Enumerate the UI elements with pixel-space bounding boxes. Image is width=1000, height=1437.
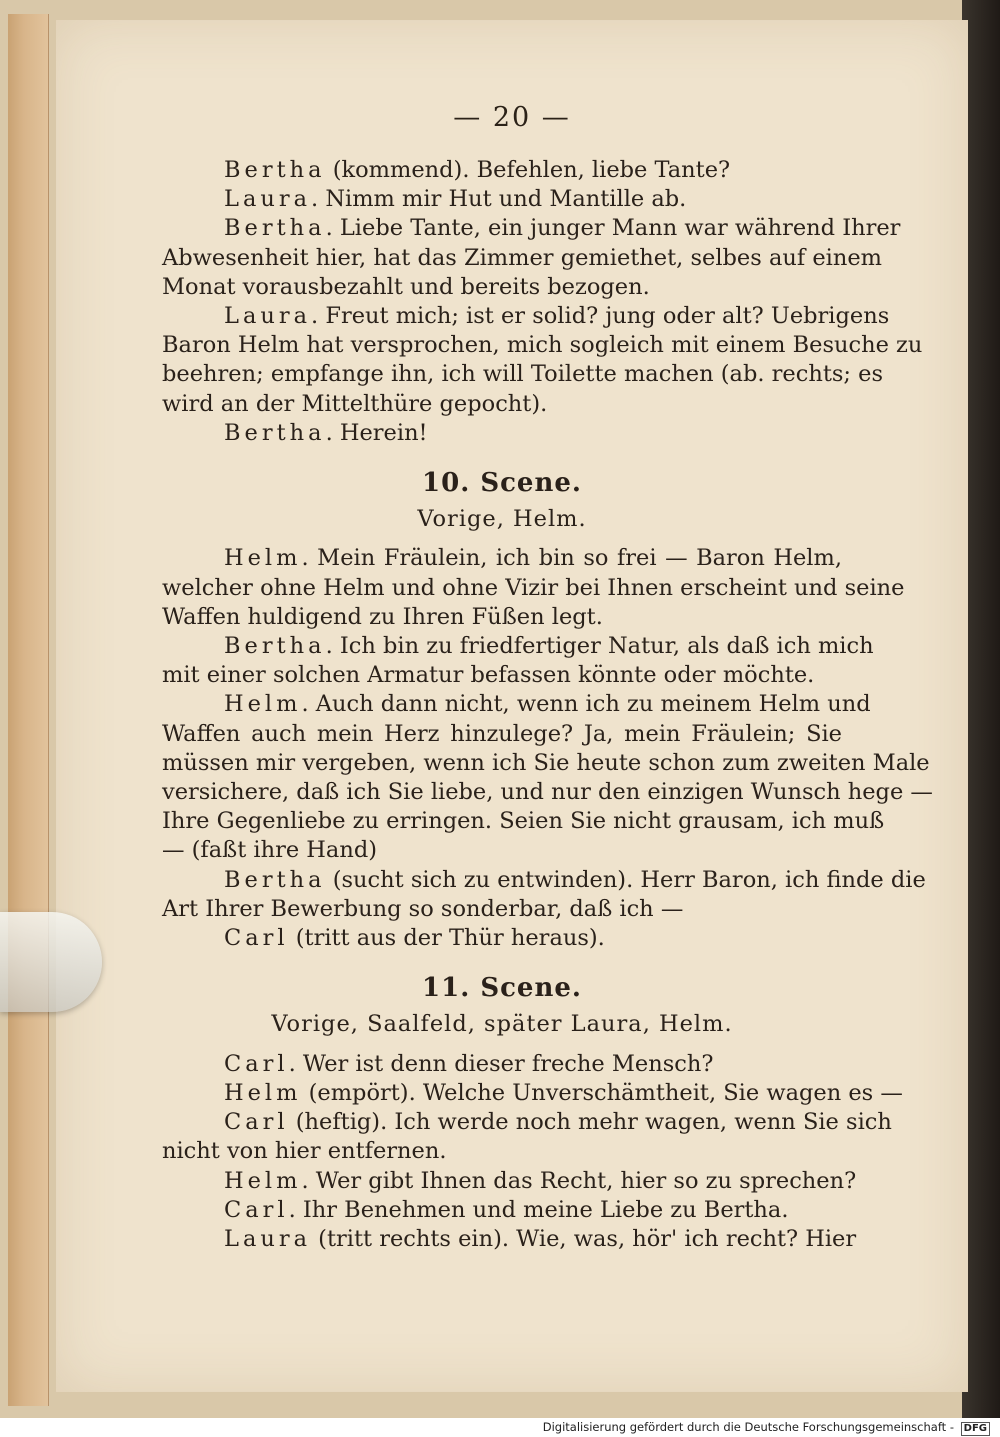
text-line	[162, 661, 842, 690]
speaker-name: Carl	[224, 925, 289, 952]
text-line	[162, 895, 842, 924]
line-text: müssen mir vergeben, wenn ich Sie heute schon zum zweiten Male	[162, 749, 930, 776]
speaker-name: Laura	[224, 1225, 312, 1252]
speaker-name: Bertha	[224, 215, 326, 242]
dfg-logo: DFG	[961, 1422, 990, 1436]
page-text	[162, 156, 933, 1254]
text-line	[162, 244, 882, 273]
line-text: nicht von hier entfernen.	[162, 1138, 447, 1165]
speaker-name: Helm	[224, 545, 302, 572]
text-line	[162, 1050, 842, 1079]
line-text: Waffen huldigend zu Ihren Füßen legt.	[162, 603, 603, 630]
text-line	[162, 1225, 857, 1254]
line-text: mit einer solchen Armatur befassen könnte oder möchte.	[162, 662, 815, 689]
scene-11-title: 11. Scene.	[422, 973, 582, 1004]
footer-credit	[543, 1418, 990, 1437]
text-line	[162, 749, 930, 778]
text-line	[162, 778, 933, 807]
line-text: . Nimm mir Hut und Mantille ab.	[311, 186, 687, 213]
scene-11-persons: Vorige, Saalfeld, später Laura, Helm.	[271, 1011, 733, 1038]
text-line	[162, 390, 842, 419]
line-text: welcher ohne Helm und ohne Vizir bei Ihnen erscheint und seine	[162, 574, 905, 601]
text-line	[162, 302, 890, 331]
line-text: (tritt rechts ein). Wie, was, hör' ich recht? Hier	[311, 1225, 857, 1252]
text-line	[162, 360, 884, 389]
line-text: (tritt aus der Thür heraus).	[288, 925, 605, 952]
line-text: . Liebe Tante, ein junger Mann war während Ihrer	[325, 215, 901, 242]
line-text: Waffen auch mein Herz hinzulege? Ja, mein Fräulein; Sie	[162, 720, 842, 747]
line-text: . Ihr Benehmen und meine Liebe zu Bertha.	[288, 1196, 789, 1223]
text-line	[162, 185, 842, 214]
speaker-name: Bertha	[224, 633, 326, 660]
speaker-name: Carl	[224, 1050, 289, 1077]
footer-text: Digitalisierung gefördert durch die Deutsche Forschungsgemeinschaft -	[542, 1420, 954, 1434]
text-line	[162, 807, 885, 836]
text-line	[162, 836, 842, 865]
speaker-name: Carl	[224, 1196, 289, 1223]
line-text: . Wer gibt Ihnen das Recht, hier so zu sprechen?	[301, 1167, 857, 1194]
line-text: . Herein!	[325, 419, 428, 446]
text-line	[162, 603, 842, 632]
line-text: versichere, daß ich Sie liebe, und nur den einzigen Wunsch hege —	[162, 779, 933, 806]
speaker-name: Bertha	[224, 866, 326, 893]
text-line	[162, 419, 842, 448]
line-text: . Auch dann nicht, wenn ich zu meinem Helm und	[301, 691, 871, 718]
line-text: Ihre Gegenliebe zu erringen. Seien Sie nicht grausam, ich muß	[162, 808, 885, 835]
text-line	[162, 574, 905, 603]
line-text: (kommend). Befehlen, liebe Tante?	[325, 157, 731, 183]
text-line	[162, 331, 923, 360]
line-text: . Wer ist denn dieser freche Mensch?	[288, 1050, 714, 1077]
text-block-c	[162, 1050, 903, 1254]
text-line	[162, 720, 842, 749]
line-text: . Mein Fräulein, ich bin so frei — Baron Helm,	[301, 545, 842, 572]
text-block-a	[162, 156, 923, 448]
line-text: . Ich bin zu friedfertiger Natur, als daß ich mich	[325, 633, 874, 660]
text-line	[162, 632, 874, 661]
line-text: — (faßt ihre Hand)	[162, 837, 378, 864]
book-page	[56, 20, 968, 1392]
speaker-name: Helm	[224, 1079, 302, 1106]
speaker-name: Helm	[224, 691, 302, 718]
scene-10-title: 10. Scene.	[422, 468, 582, 499]
text-line	[162, 924, 842, 953]
text-line	[162, 690, 871, 719]
page-stack-edge	[8, 14, 49, 1406]
speaker-name: Carl	[224, 1109, 289, 1136]
speaker-name: Helm	[224, 1167, 302, 1194]
line-text: (heftig). Ich werde noch mehr wagen, wenn Sie sich	[288, 1109, 892, 1136]
text-line	[162, 156, 842, 185]
line-text: beehren; empfange ihn, ich will Toilette machen (ab. rechts; es	[162, 361, 884, 388]
page-number: — 20 —	[453, 102, 571, 133]
text-block-b	[162, 544, 933, 953]
text-line	[162, 1108, 892, 1137]
line-text: wird an der Mittelthüre gepocht).	[162, 390, 548, 417]
text-line	[162, 273, 842, 302]
line-text: Art Ihrer Bewerbung so sonderbar, daß ich —	[162, 895, 684, 922]
line-text: (empört). Welche Unverschämtheit, Sie wagen es —	[301, 1079, 903, 1106]
line-text: (sucht sich zu entwinden). Herr Baron, ich finde die	[325, 866, 926, 893]
line-text: . Freut mich; ist er solid? jung oder alt? Uebrigens	[311, 303, 890, 330]
speaker-name: Bertha	[224, 157, 326, 183]
speaker-name: Bertha	[224, 419, 326, 446]
text-line	[162, 1196, 842, 1225]
text-line	[162, 214, 901, 243]
page-clip	[0, 912, 102, 1012]
text-line	[162, 1137, 842, 1166]
scene-10-persons: Vorige, Helm.	[417, 506, 587, 533]
line-text: Monat vorausbezahlt und bereits bezogen.	[162, 273, 650, 300]
speaker-name: Laura	[224, 186, 312, 213]
text-line	[162, 866, 926, 895]
text-line	[162, 1079, 903, 1108]
line-text: Abwesenheit hier, hat das Zimmer gemiethet, selbes auf einem	[162, 244, 882, 271]
line-text: Baron Helm hat versprochen, mich sogleich mit einem Besuche zu	[162, 332, 923, 359]
text-line	[162, 1167, 857, 1196]
text-line	[162, 544, 842, 573]
speaker-name: Laura	[224, 303, 312, 330]
